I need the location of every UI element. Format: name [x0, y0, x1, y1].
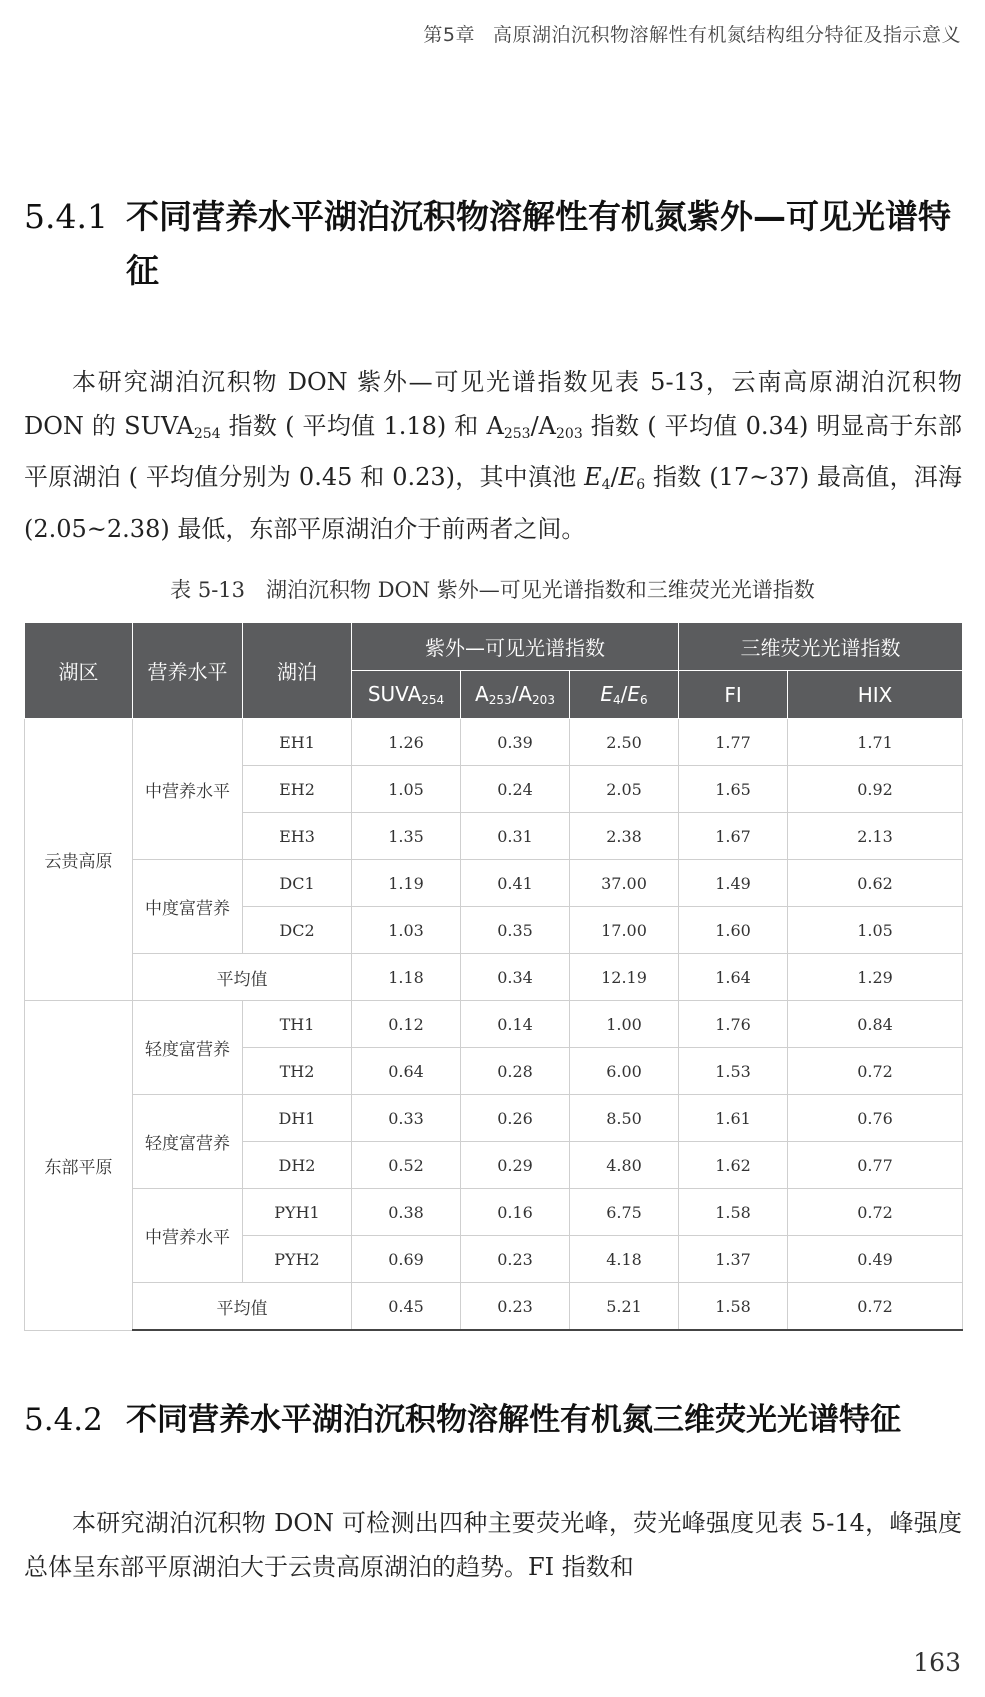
- header-text: A: [475, 682, 489, 706]
- header-text: E: [600, 682, 613, 706]
- value-cell: 0.23: [461, 1236, 570, 1283]
- italic-letter: E: [618, 463, 637, 491]
- trophic-cell: 中营养水平: [133, 719, 243, 860]
- header-suva: [352, 671, 461, 719]
- value-cell: 1.61: [679, 1095, 788, 1142]
- value-cell: 17.00: [570, 907, 679, 954]
- italic-letter: E: [584, 463, 602, 491]
- running-header: [423, 20, 961, 47]
- average-label: 平均值: [133, 954, 352, 1001]
- lake-cell: DC1: [243, 860, 352, 907]
- subscript: 253: [503, 425, 531, 442]
- lake-cell: TH1: [243, 1001, 352, 1048]
- region-cell: 东部平原: [25, 1001, 133, 1331]
- header-subscript: 203: [532, 693, 555, 707]
- value-cell: 0.92: [788, 766, 963, 813]
- table-row: [25, 1189, 963, 1236]
- value-cell: 4.80: [570, 1142, 679, 1189]
- value-cell: 1.64: [679, 954, 788, 1001]
- value-cell: 1.49: [679, 860, 788, 907]
- section-number: 5.4.2: [24, 1402, 103, 1438]
- value-cell: 1.77: [679, 719, 788, 766]
- value-cell: 0.77: [788, 1142, 963, 1189]
- value-cell: 0.45: [352, 1283, 461, 1331]
- chapter-title: 高原湖泊沉积物溶解性有机氮结构组分特征及指示意义: [492, 24, 961, 46]
- section-title: 不同营养水平湖泊沉积物溶解性有机氮紫外—可见光谱特征: [126, 197, 951, 290]
- value-cell: 0.49: [788, 1236, 963, 1283]
- header-subscript: 254: [421, 693, 445, 707]
- table-row-average: [25, 954, 963, 1001]
- value-cell: 5.21: [570, 1283, 679, 1331]
- lake-cell: PYH1: [243, 1189, 352, 1236]
- lake-cell: DH1: [243, 1095, 352, 1142]
- text-run: /A: [530, 411, 556, 440]
- value-cell: 8.50: [570, 1095, 679, 1142]
- lake-cell: EH1: [243, 719, 352, 766]
- value-cell: 0.38: [352, 1189, 461, 1236]
- value-cell: 0.72: [788, 1283, 963, 1331]
- text-run: 本研究湖泊沉积物 DON 紫外—可见光谱指数见表 5-13，云南高原湖泊沉积物 DON 的 SUVA: [24, 368, 962, 440]
- value-cell: 1.19: [352, 860, 461, 907]
- value-cell: 0.52: [352, 1142, 461, 1189]
- value-cell: 1.62: [679, 1142, 788, 1189]
- value-cell: 1.65: [679, 766, 788, 813]
- table-row-average: [25, 1283, 963, 1331]
- header-text: E: [627, 682, 641, 706]
- value-cell: 1.00: [570, 1001, 679, 1048]
- value-cell: 1.18: [352, 954, 461, 1001]
- value-cell: 0.12: [352, 1001, 461, 1048]
- subscript: 203: [556, 425, 583, 442]
- table-row: [25, 1095, 963, 1142]
- value-cell: 1.67: [679, 813, 788, 860]
- table-row: [25, 1001, 963, 1048]
- value-cell: 1.29: [788, 954, 963, 1001]
- trophic-cell: 中度富营养: [133, 860, 243, 954]
- text-run: 指数 (17~37) 最高值，洱海 (2.05~2.38) 最低，东部平原湖泊介于前两者之间。: [24, 463, 962, 543]
- value-cell: 0.28: [461, 1048, 570, 1095]
- value-cell: 0.76: [788, 1095, 963, 1142]
- header-a-ratio: [461, 671, 570, 719]
- paragraph-fluorescence: 本研究湖泊沉积物 DON 可检测出四种主要荧光峰，荧光峰强度见表 5-14，峰强度总体呈东部平原湖泊大于云贵高原湖泊的趋势。FI 指数和: [24, 1509, 962, 1581]
- value-cell: 0.35: [461, 907, 570, 954]
- section-title: 不同营养水平湖泊沉积物溶解性有机氮三维荧光光谱特征: [126, 1402, 901, 1438]
- section-number: 5.4.1: [24, 197, 108, 236]
- value-cell: 12.19: [570, 954, 679, 1001]
- table-caption: 表 5-13 湖泊沉积物 DON 紫外—可见光谱指数和三维荧光光谱指数: [170, 578, 815, 602]
- header-uv-vis-group: 紫外—可见光谱指数: [352, 623, 679, 671]
- value-cell: 0.24: [461, 766, 570, 813]
- header-trophic-level: 营养水平: [133, 623, 243, 719]
- trophic-cell: 轻度富营养: [133, 1001, 243, 1095]
- page-number: 163: [913, 1648, 961, 1677]
- value-cell: 1.05: [788, 907, 963, 954]
- text-run: 指数 ( 平均值 0.34) 明显高于东部平原湖泊 ( 平均值分别为 0.45 和 0.23)，其中滇池: [24, 411, 962, 491]
- value-cell: 4.18: [570, 1236, 679, 1283]
- value-cell: 6.00: [570, 1048, 679, 1095]
- value-cell: 0.23: [461, 1283, 570, 1331]
- section-heading-5-4-1: [24, 190, 964, 298]
- subscript: 4: [601, 477, 611, 493]
- header-lake: 湖泊: [243, 623, 352, 719]
- value-cell: 1.35: [352, 813, 461, 860]
- text-run: /: [610, 463, 619, 491]
- value-cell: 0.72: [788, 1048, 963, 1095]
- header-subscript: 4: [612, 693, 621, 707]
- value-cell: 2.50: [570, 719, 679, 766]
- lake-cell: EH3: [243, 813, 352, 860]
- subscript: 6: [636, 477, 646, 493]
- subscript: 254: [193, 425, 221, 442]
- section-heading-5-4-2: [24, 1398, 964, 1442]
- value-cell: 0.31: [461, 813, 570, 860]
- value-cell: 0.14: [461, 1001, 570, 1048]
- table-row: [25, 719, 963, 766]
- average-label: 平均值: [133, 1283, 352, 1331]
- table-row: [25, 860, 963, 907]
- value-cell: 0.84: [788, 1001, 963, 1048]
- value-cell: 1.53: [679, 1048, 788, 1095]
- value-cell: 0.69: [352, 1236, 461, 1283]
- value-cell: 1.58: [679, 1189, 788, 1236]
- value-cell: 0.29: [461, 1142, 570, 1189]
- lake-cell: EH2: [243, 766, 352, 813]
- lake-cell: DC2: [243, 907, 352, 954]
- value-cell: 1.76: [679, 1001, 788, 1048]
- header-text: /: [620, 682, 628, 706]
- value-cell: 1.03: [352, 907, 461, 954]
- value-cell: 6.75: [570, 1189, 679, 1236]
- value-cell: 0.62: [788, 860, 963, 907]
- lake-cell: PYH2: [243, 1236, 352, 1283]
- value-cell: 0.39: [461, 719, 570, 766]
- value-cell: 1.26: [352, 719, 461, 766]
- region-cell: 云贵高原: [25, 719, 133, 1001]
- value-cell: 1.05: [352, 766, 461, 813]
- value-cell: 2.05: [570, 766, 679, 813]
- header-hix: HIX: [788, 671, 963, 719]
- value-cell: 0.33: [352, 1095, 461, 1142]
- value-cell: 2.38: [570, 813, 679, 860]
- value-cell: 1.58: [679, 1283, 788, 1331]
- spectral-index-table: [24, 622, 963, 1331]
- value-cell: 2.13: [788, 813, 963, 860]
- value-cell: 0.34: [461, 954, 570, 1001]
- paragraph-uv-vis: [24, 361, 962, 551]
- header-subscript: 6: [640, 693, 648, 707]
- text-run: 指数 ( 平均值 1.18) 和 A: [220, 411, 504, 440]
- header-fluorescence-group: 三维荧光光谱指数: [679, 623, 963, 671]
- value-cell: 1.37: [679, 1236, 788, 1283]
- value-cell: 1.60: [679, 907, 788, 954]
- header-subscript: 253: [488, 693, 512, 707]
- trophic-cell: 轻度富营养: [133, 1095, 243, 1189]
- lake-cell: DH2: [243, 1142, 352, 1189]
- trophic-cell: 中营养水平: [133, 1189, 243, 1283]
- value-cell: 37.00: [570, 860, 679, 907]
- value-cell: 0.72: [788, 1189, 963, 1236]
- header-fi: FI: [679, 671, 788, 719]
- header-e-ratio: [570, 671, 679, 719]
- header-region: 湖区: [25, 623, 133, 719]
- value-cell: 0.26: [461, 1095, 570, 1142]
- value-cell: 0.64: [352, 1048, 461, 1095]
- value-cell: 1.71: [788, 719, 963, 766]
- value-cell: 0.41: [461, 860, 570, 907]
- value-cell: 0.16: [461, 1189, 570, 1236]
- header-text: SUVA: [367, 682, 422, 706]
- header-text: /A: [511, 682, 533, 706]
- lake-cell: TH2: [243, 1048, 352, 1095]
- chapter-number: 第5章: [423, 24, 475, 46]
